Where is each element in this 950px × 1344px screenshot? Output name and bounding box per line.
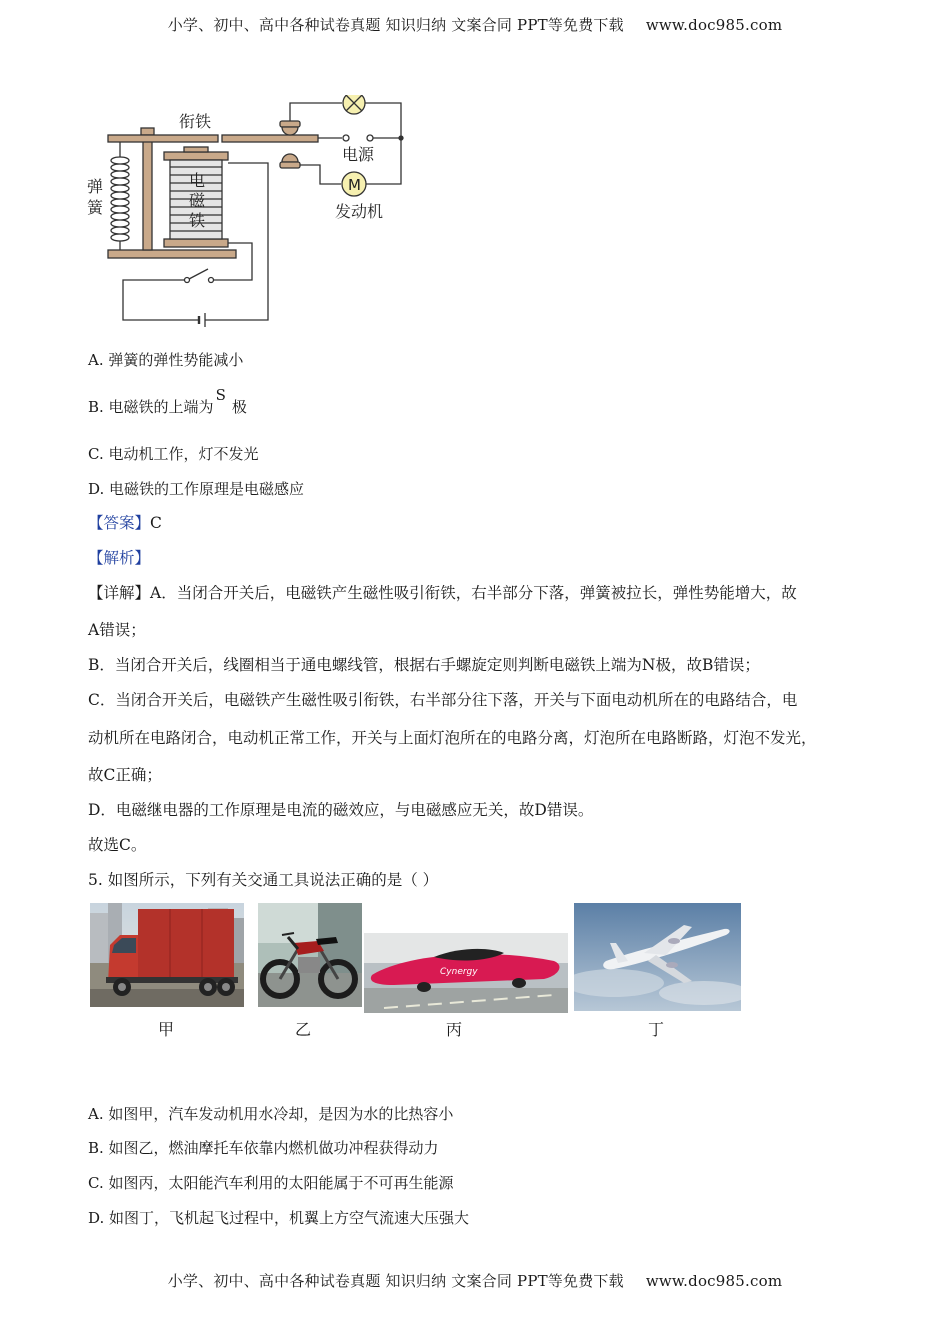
q5-stem: 5. 如图所示，下列有关交通工具说法正确的是（ ） (88, 871, 439, 889)
q5-option-a: A. 如图甲，汽车发动机用水冷却，是因为水的比热容小 (88, 1105, 454, 1123)
caption-ding: 丁 (648, 1020, 665, 1039)
answer-value: C (150, 514, 162, 532)
page-footer (0, 1270, 950, 1291)
page-header (0, 14, 950, 35)
airplane-photo (574, 903, 741, 1011)
motor-label: 发动机 (335, 202, 384, 221)
detail-tag: 【详解】 (88, 584, 151, 602)
q5-option-b: B. 如图乙，燃油摩托车依靠内燃机做功冲程获得动力 (88, 1139, 439, 1157)
electromagnet-label-2: 磁 (189, 191, 206, 210)
motorcycle-photo (258, 903, 362, 1007)
caption-bing: 丙 (446, 1020, 463, 1039)
electromagnet-label-1: 电 (189, 171, 206, 190)
detail-line-7: D．电磁继电器的工作原理是电流的磁效应，与电磁感应无关，故D错误。 (88, 801, 594, 819)
q4-option-b-suffix: 极 (231, 398, 247, 416)
q4-option-a: A. 弹簧的弹性势能减小 (88, 351, 244, 369)
electromagnet-label-3: 铁 (189, 211, 206, 230)
q4-option-c: C. 电动机工作，灯不发光 (88, 445, 259, 463)
detail-line-1-text: A．当闭合开关后，电磁铁产生磁性吸引衔铁，右半部分下落，弹簧被拉长，弹性势能增大，故 (150, 584, 797, 602)
caption-jia: 甲 (158, 1020, 175, 1039)
caption-yi: 乙 (295, 1020, 312, 1039)
q4-option-d: D. 电磁铁的工作原理是电磁感应 (88, 480, 305, 498)
conclusion: 故选C。 (88, 836, 147, 854)
q4-option-b-symbol: S (215, 386, 226, 404)
answer-tag: 【答案】 (88, 514, 151, 532)
relay-circuit-diagram (80, 95, 420, 335)
car-logo: Cynergy (440, 967, 478, 977)
q4-option-b (88, 386, 247, 417)
detail-line-1 (88, 581, 797, 603)
truck-photo (90, 903, 244, 1007)
q5-option-d: D. 如图丁，飞机起飞过程中，机翼上方空气流速大压强大 (88, 1209, 470, 1227)
motor-symbol: M (348, 176, 361, 194)
armature-label: 衔铁 (179, 112, 212, 131)
detail-line-6: 故C正确； (88, 766, 162, 784)
detail-line-4: C．当闭合开关后，电磁铁产生磁性吸引衔铁，右半部分往下落，开关与下面电动机所在的电路结合，电 (88, 691, 798, 709)
header-url[interactable]: www.doc985.com (645, 16, 783, 34)
detail-line-3: B．当闭合开关后，线圈相当于通电螺线管，根据右手螺旋定则判断电磁铁上端为N极，故B错误； (88, 656, 760, 674)
analysis-tag: 【解析】 (88, 549, 151, 567)
spring-label-2: 簧 (87, 198, 104, 217)
detail-line-5: 动机所在电路闭合，电动机正常工作，开关与上面灯泡所在的电路分离，灯泡所在电路断路，灯泡不发光， (88, 729, 817, 747)
detail-line-2: A错误； (88, 621, 146, 639)
spring-label-1: 弹 (87, 177, 104, 196)
footer-text: 小学、初中、高中各种试卷真题 知识归纳 文案合同 PPT等免费下载 (167, 1272, 624, 1290)
solar-car-photo (364, 933, 568, 1013)
q4-option-b-text: B. 电磁铁的上端为 (88, 398, 214, 416)
q5-option-c: C. 如图丙，太阳能汽车利用的太阳能属于不可再生能源 (88, 1174, 454, 1192)
header-text: 小学、初中、高中各种试卷真题 知识归纳 文案合同 PPT等免费下载 (167, 16, 624, 34)
power-label: 电源 (342, 145, 375, 164)
footer-url[interactable]: www.doc985.com (645, 1272, 783, 1290)
q4-answer (88, 511, 162, 533)
